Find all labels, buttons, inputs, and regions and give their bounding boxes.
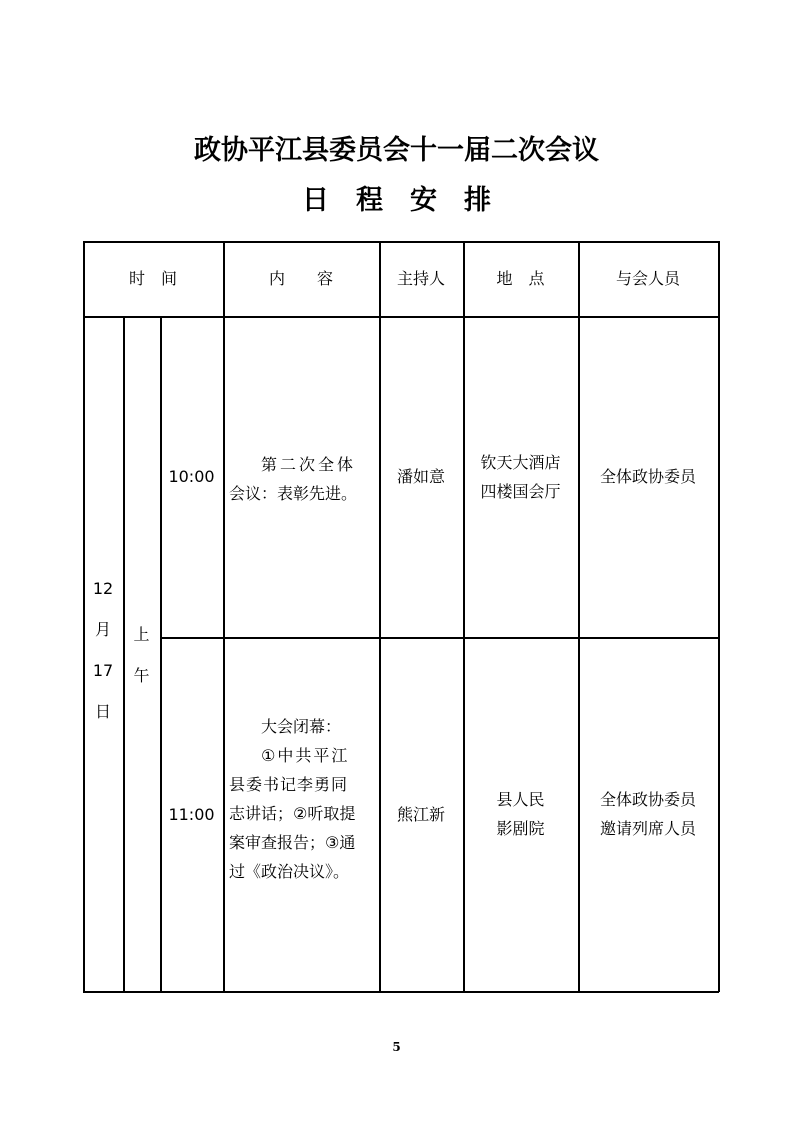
title-line-2: 日 程 安 排 xyxy=(302,185,491,216)
row2-content-line: ①中共平江 xyxy=(261,746,350,765)
row2-venue-line: 县人民 xyxy=(496,790,545,809)
row2-content-line: 案审查报告；③通 xyxy=(229,833,356,852)
table-border xyxy=(718,241,720,992)
page-number: 5 xyxy=(392,1040,401,1054)
table-border xyxy=(223,241,225,992)
period-line-2: 午 xyxy=(133,666,150,685)
header-host: 主持人 xyxy=(396,269,445,288)
row1-host: 潘如意 xyxy=(396,467,445,486)
row2-content xyxy=(229,712,375,886)
row1-venue-line: 钦天大酒店 xyxy=(480,452,561,472)
table-border xyxy=(83,991,719,993)
header-content: 内 容 xyxy=(268,269,333,288)
row1-content-line: 会议：表彰先进。 xyxy=(229,484,358,503)
header-attendees: 与会人员 xyxy=(615,269,680,288)
date-day-num: 17 xyxy=(92,661,114,680)
row2-host: 熊江新 xyxy=(396,804,445,824)
title-line-1: 政协平江县委员会十一届二次会议 xyxy=(194,135,599,166)
date-month: 月 xyxy=(94,620,111,639)
row2-content-line: 志讲话；②听取提 xyxy=(229,804,356,823)
row1-content-line: 第二次全体 xyxy=(261,455,357,474)
period-line-1: 上 xyxy=(133,625,150,644)
row2-attendees-line: 邀请列席人员 xyxy=(599,819,696,838)
row2-venue-line: 影剧院 xyxy=(496,819,545,838)
row2-time: 11:00 xyxy=(168,804,215,824)
row1-time: 10:00 xyxy=(168,467,215,486)
row1-venue-line: 四楼国会厅 xyxy=(480,481,561,501)
row1-venue xyxy=(463,316,578,637)
row2-venue xyxy=(463,637,578,991)
row2-attendees xyxy=(578,637,718,991)
date-month-num: 12 xyxy=(92,579,114,598)
header-venue: 地 点 xyxy=(496,269,545,288)
header-time: 时 间 xyxy=(128,269,177,288)
row2-content-line: 县委书记李勇同 xyxy=(229,775,349,794)
row2-content-line: 大会闭幕： xyxy=(261,717,342,736)
row2-attendees-line: 全体政协委员 xyxy=(599,790,696,809)
row1-attendees: 全体政协委员 xyxy=(599,467,696,486)
row2-content-line: 过《政治决议》。 xyxy=(229,862,350,881)
period-cell xyxy=(123,613,160,697)
date-day: 日 xyxy=(94,702,111,721)
row1-content xyxy=(229,450,375,508)
date-cell xyxy=(83,570,123,730)
